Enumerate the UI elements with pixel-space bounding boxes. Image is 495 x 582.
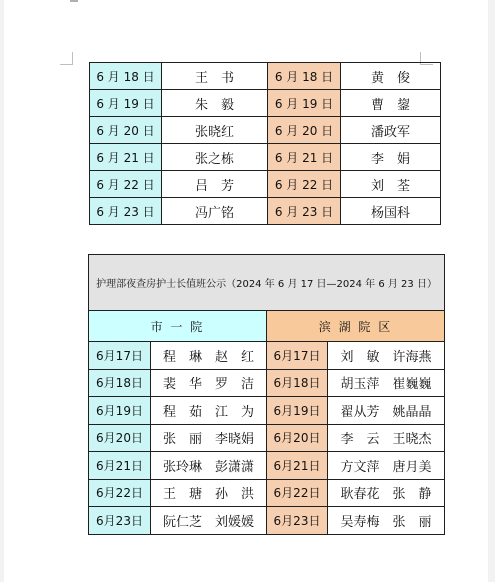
names-cell: 阮仁芝 刘媛媛 [151, 507, 267, 535]
date-cell: 6 月 23 日 [90, 198, 162, 225]
table-row [89, 424, 445, 452]
table-row [89, 342, 445, 370]
date-cell: 6月23日 [89, 507, 151, 535]
names-cell: 裴 华 罗 洁 [151, 369, 267, 397]
names-cell: 李 云 王晓杰 [328, 424, 445, 452]
ruler-mark [70, 0, 78, 2]
date-cell: 6 月 20 日 [268, 117, 341, 144]
name-cell: 李 娟 [341, 144, 441, 171]
date-cell: 6月22日 [89, 479, 151, 507]
name-cell: 刘 荃 [341, 171, 441, 198]
name-cell: 张之栋 [162, 144, 268, 171]
date-cell: 6月20日 [89, 424, 151, 452]
names-cell: 刘 敏 许海燕 [328, 342, 445, 370]
date-cell: 6 月 21 日 [268, 144, 341, 171]
duty-table-2 [88, 254, 445, 535]
crop-mark-top-left [60, 52, 73, 65]
name-cell: 潘政军 [341, 117, 441, 144]
date-cell: 6月19日 [267, 397, 328, 425]
name-cell: 曹 鋆 [341, 90, 441, 117]
date-cell: 6月22日 [267, 479, 328, 507]
date-cell: 6 月 18 日 [268, 63, 341, 90]
duty-table-1 [89, 62, 441, 225]
date-cell: 6 月 19 日 [268, 90, 341, 117]
table-row [89, 479, 445, 507]
name-cell: 王 书 [162, 63, 268, 90]
date-cell: 6月21日 [267, 452, 328, 480]
names-cell: 王 瑭 孙 洪 [151, 479, 267, 507]
date-cell: 6 月 22 日 [268, 171, 341, 198]
table-row [90, 171, 441, 198]
name-cell: 吕 芳 [162, 171, 268, 198]
date-cell: 6 月 22 日 [90, 171, 162, 198]
names-cell: 吴寿梅 张 丽 [328, 507, 445, 535]
names-cell: 程 琳 赵 红 [151, 342, 267, 370]
date-cell: 6月19日 [89, 397, 151, 425]
names-cell: 胡玉萍 崔巍巍 [328, 369, 445, 397]
table-row [90, 63, 441, 90]
date-cell: 6月18日 [89, 369, 151, 397]
table-row [89, 369, 445, 397]
table-row [89, 452, 445, 480]
name-cell: 朱 毅 [162, 90, 268, 117]
names-cell: 翟从芳 姚晶晶 [328, 397, 445, 425]
name-cell: 冯广铭 [162, 198, 268, 225]
table-row [89, 397, 445, 425]
names-cell: 耿春花 张 静 [328, 479, 445, 507]
date-cell: 6月17日 [89, 342, 151, 370]
names-cell: 张 丽 李晓娟 [151, 424, 267, 452]
header-hospital-a: 市 一 院 [89, 311, 267, 342]
date-cell: 6月23日 [267, 507, 328, 535]
table-title: 护理部夜查房护士长值班公示（2024 年 6 月 17 日—2024 年 6 月 23 日） [89, 255, 445, 311]
date-cell: 6 月 23 日 [268, 198, 341, 225]
date-cell: 6月18日 [267, 369, 328, 397]
date-cell: 6月20日 [267, 424, 328, 452]
names-cell: 张玲琳 彭潇潇 [151, 452, 267, 480]
date-cell: 6 月 20 日 [90, 117, 162, 144]
date-cell: 6 月 21 日 [90, 144, 162, 171]
date-cell: 6月17日 [267, 342, 328, 370]
date-cell: 6 月 18 日 [90, 63, 162, 90]
table-row [90, 117, 441, 144]
name-cell: 杨国科 [341, 198, 441, 225]
names-cell: 程 茹 江 为 [151, 397, 267, 425]
date-cell: 6月21日 [89, 452, 151, 480]
table-row [90, 198, 441, 225]
table-row [90, 90, 441, 117]
name-cell: 黄 俊 [341, 63, 441, 90]
table-row [89, 507, 445, 535]
name-cell: 张晓红 [162, 117, 268, 144]
table-row [90, 144, 441, 171]
date-cell: 6 月 19 日 [90, 90, 162, 117]
header-hospital-b: 滨 湖 院 区 [267, 311, 445, 342]
names-cell: 方文萍 唐月美 [328, 452, 445, 480]
